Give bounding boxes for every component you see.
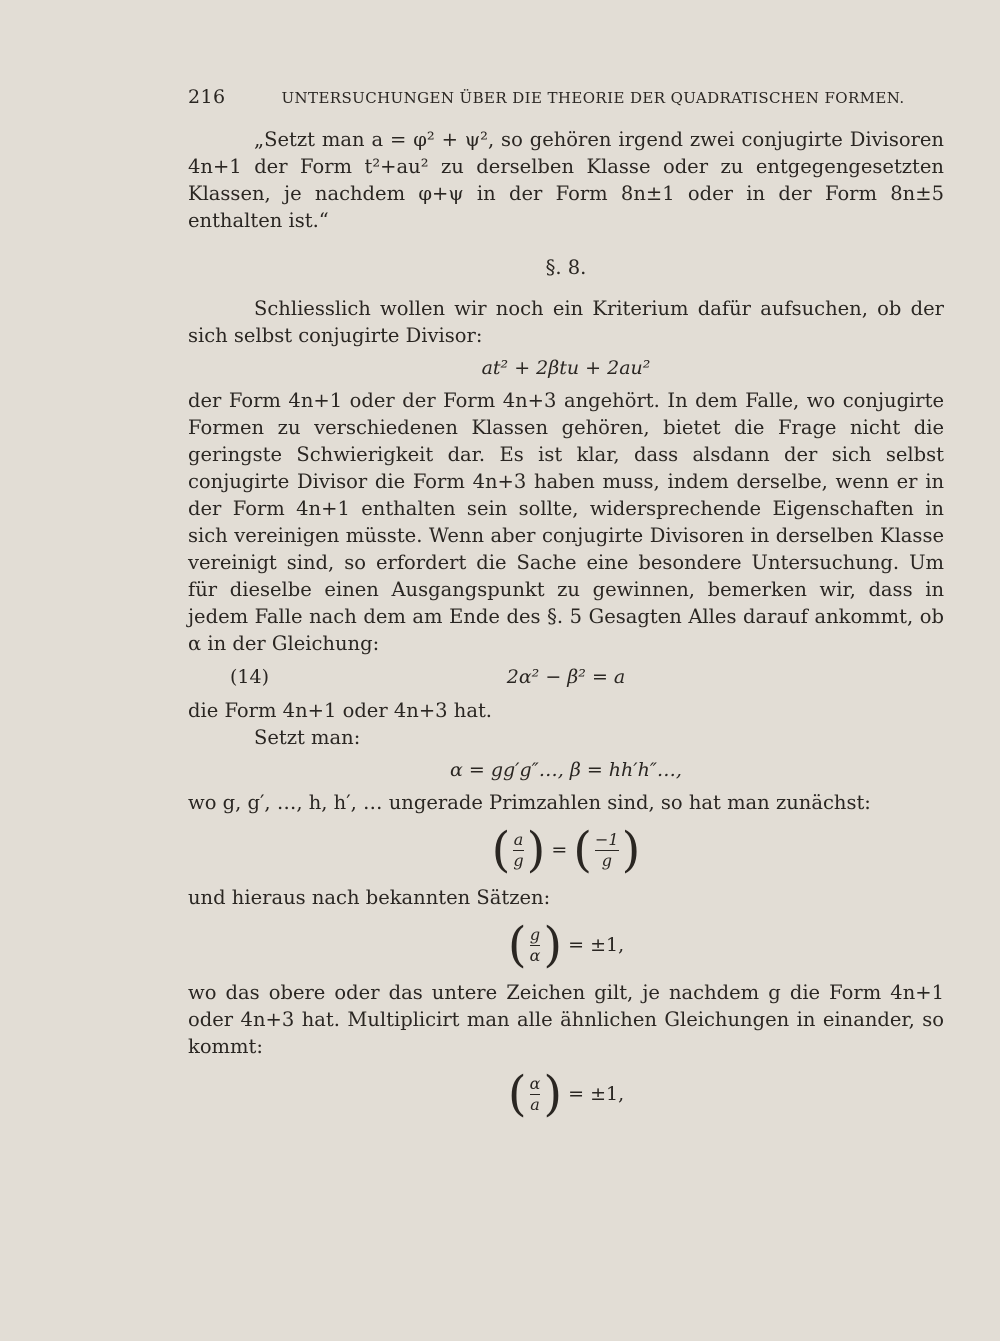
left-paren: ( bbox=[573, 822, 593, 878]
right-paren: ) bbox=[621, 822, 641, 878]
paragraph-1: Schliesslich wollen wir noch ein Kriterium dafür aufsuchen, ob der sich selbst conjugirte Divisor: bbox=[188, 297, 944, 347]
right-paren: ) bbox=[526, 822, 546, 878]
equation-alpha-beta: α = gg′g″…, β = hh′h″…, bbox=[450, 759, 682, 781]
fraction-top: a bbox=[513, 829, 524, 849]
section-heading: §. 8. bbox=[545, 256, 587, 279]
fraction-bottom: g bbox=[601, 850, 612, 870]
fraction-top: g bbox=[529, 924, 541, 944]
paragraph-2: der Form 4n+1 oder der Form 4n+3 angehört. In dem Falle, wo conjugirte Formen zu verschiedenen Klassen gehören, bietet die Frage nicht die geringste Schwierigkeit dar. Es ist klar, dass alsdann der sich selbst conjugirte Divisor die Form 4n+3 haben muss, indem derselbe, wenn er in der Form 4n+1 enthalten sein sollte, widersprechende Eigenschaften in sich vereinigen müsste. Wenn aber conjugirte Divisoren in derselben Klasse vereinigt sind, so erfordert die Sache eine besondere Untersuchung. Um für dieselbe einen Ausgangspunkt zu gewinnen, bemerken wir, dass in jedem Falle nach dem am Ende des §. 5 Gesagten Alles darauf ankommt, ob α in der Gleichung: bbox=[188, 389, 944, 655]
left-paren: ( bbox=[491, 822, 511, 878]
symbol-fraction bbox=[527, 1074, 544, 1115]
paragraph-5: wo g, g′, …, h, h′, … ungerade Primzahlen sind, so hat man zunächst: bbox=[188, 791, 871, 814]
symbol-fraction bbox=[510, 830, 526, 871]
fraction-bottom: α bbox=[529, 945, 541, 965]
symbol-value: = ±1, bbox=[568, 934, 625, 956]
legendre-symbol-1 bbox=[188, 822, 944, 878]
symbol-fraction bbox=[592, 830, 622, 871]
right-paren: ) bbox=[543, 1066, 563, 1122]
legendre-symbol-2 bbox=[188, 917, 944, 973]
equals-sign: = bbox=[551, 839, 568, 861]
fraction-top: −1 bbox=[595, 829, 619, 849]
fraction-bottom: a bbox=[530, 1094, 540, 1114]
paragraph-7: wo das obere oder das untere Zeichen gilt, je nachdem g die Form 4n+1 oder 4n+3 hat. Multiplicirt man alle ähnlichen Gleichungen in einander, so kommt: bbox=[188, 981, 944, 1058]
page-number: 216 bbox=[188, 86, 226, 108]
equation-divisor: at² + 2βtu + 2au² bbox=[481, 357, 651, 379]
fraction-top: α bbox=[529, 1073, 541, 1093]
running-title: UNTERSUCHUNGEN ÜBER DIE THEORIE DER QUADRATISCHEN FORMEN. bbox=[281, 89, 905, 107]
equation-14 bbox=[188, 657, 944, 697]
paragraph-3: die Form 4n+1 oder 4n+3 hat. bbox=[188, 699, 492, 722]
paragraph-4: Setzt man: bbox=[254, 726, 361, 749]
running-header bbox=[188, 86, 944, 108]
symbol-fraction bbox=[527, 925, 544, 966]
left-paren: ( bbox=[507, 917, 527, 973]
symbol-value: = ±1, bbox=[568, 1083, 625, 1105]
left-paren: ( bbox=[507, 1066, 527, 1122]
fraction-bottom: g bbox=[513, 850, 524, 870]
legendre-symbol-3 bbox=[188, 1066, 944, 1122]
quote-paragraph: „Setzt man a = φ² + ψ², so gehören irgend zwei conjugirte Divisoren 4n+1 der Form t²+au² zu derselben Klasse oder zu entgegengesetzten Klassen, je nachdem φ+ψ in der Form 8n±1 oder in der Form 8n±5 enthalten ist.“ bbox=[188, 128, 944, 232]
equation-body: 2α² − β² = a bbox=[506, 666, 626, 688]
paragraph-6: und hieraus nach bekannten Sätzen: bbox=[188, 886, 551, 909]
right-paren: ) bbox=[543, 917, 563, 973]
equation-label: (14) bbox=[230, 666, 270, 688]
